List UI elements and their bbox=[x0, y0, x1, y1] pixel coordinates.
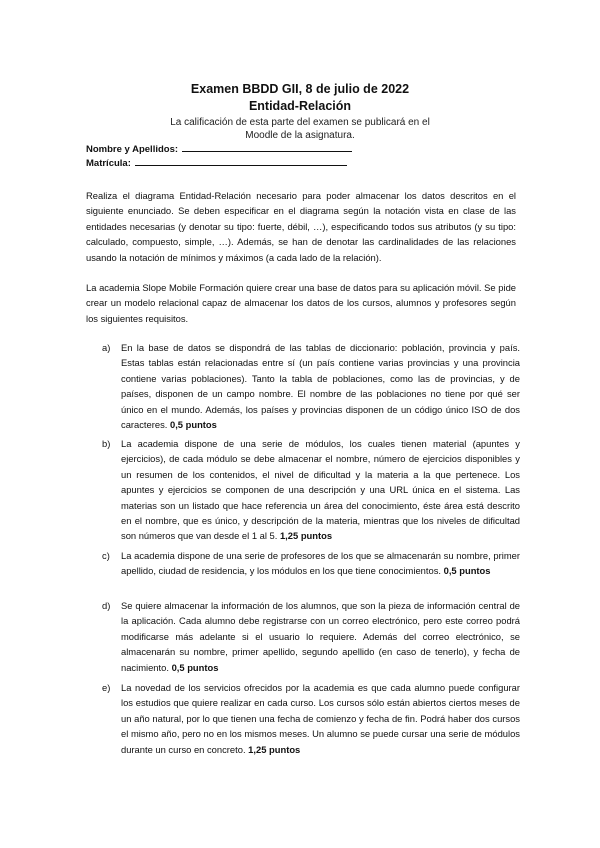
item-text bbox=[121, 548, 520, 579]
item-body: La academia dispone de una serie de profesores de los que se almacenarán su nombre, primer apellido, ciudad de residencia, y los módulos en los que tiene conocimientos. bbox=[121, 550, 520, 577]
exam-subtitle: Entidad-Relación bbox=[248, 99, 352, 113]
item-body: En la base de datos se dispondrá de las tablas de diccionario: población, provincia y país. Estas tablas están relacionadas entre sí (un país contiene varias provincias y una provincia contiene varias poblaciones). Tanto la tabla de poblaciones, como las de provincias, y de países, disponen de un campo nombre. El nombre de las poblaciones no tiene por qué ser único en el mundo. Además, los países y provincias disponen de un código único ISO de dos caracteres. bbox=[121, 342, 520, 431]
id-field bbox=[86, 156, 347, 169]
item-marker: b) bbox=[102, 438, 111, 449]
grading-note bbox=[160, 116, 440, 142]
name-label: Nombre y Apellidos: bbox=[86, 144, 179, 155]
grading-note-line2: Moodle de la asignatura. bbox=[245, 130, 355, 141]
item-points: 1,25 puntos bbox=[279, 530, 333, 542]
exam-title: Examen BBDD GII, 8 de julio de 2022 bbox=[190, 82, 410, 96]
item-points: 0,5 puntos bbox=[171, 661, 219, 673]
item-points: 0,5 puntos bbox=[169, 419, 217, 431]
item-text bbox=[121, 680, 520, 757]
item-body: La academia dispone de una serie de módulos, los cuales tienen material (apuntes y ejercicios), de cada módulo se debe almacenar el nombre, número de ejercicios disponibles y un resumen de los contenidos, el nivel de dificultad y la materia a la que pertenece. Los apuntes y ejercicios se componen de una descripción y una URL única en el sistema. Las materias son un listado que hace referencia un área del conocimiento, éste área está descrito en el nombre, que es único, y descripción de la materia, mientras que los niveles de dificultad son números que van desde el 1 al 5. bbox=[121, 438, 520, 542]
item-body: Se quiere almacenar la información de los alumnos, que son la pieza de información central de la aplicación. Cada alumno debe registrarse con un correo electrónico, pero este correo podrá modificarse más adelante si el usuario lo requiere. Además del correo electrónico, se almacenarán su nombre, primer apellido, segundo apellido (en caso de tenerlo), y fecha de nacimiento. bbox=[121, 600, 520, 673]
name-field bbox=[86, 142, 352, 155]
instructions-paragraph: Realiza el diagrama Entidad-Relación necesario para poder almacenar los datos descritos en el siguiente enunciado. Se deben especificar en el diagrama según la notación vista en clase de las entidades necesarias (y denotar su tipo: fuerte, débil, …), especificando todos sus atributos (y su tipo: calculado, compuesto, simple, …). Además, se han de denotar las cardinalidades de las relaciones usando la notación de mínimos y máximos (a cada lado de la relación). bbox=[86, 190, 516, 263]
name-underline[interactable] bbox=[182, 142, 352, 152]
item-points: 1,25 puntos bbox=[248, 743, 301, 755]
item-body: La novedad de los servicios ofrecidos por la academia es que cada alumno puede configurar los estudios que quiere realizar en cada curso. Los cursos sólo están abiertos ciertos meses de un año natural, por lo que tienen una fecha de comienzo y fecha de fin. Podrá haber dos cursos el mismo año, pero no en los mismos meses. Un alumno se puede cursar una serie de módulos durante un curso en concreto. bbox=[121, 682, 520, 755]
id-underline[interactable] bbox=[135, 156, 347, 166]
id-label: Matrícula: bbox=[86, 158, 131, 169]
item-marker: e) bbox=[102, 682, 111, 693]
grading-note-line1: La calificación de esta parte del examen se publicará en el bbox=[170, 117, 430, 128]
item-marker: d) bbox=[102, 600, 111, 611]
item-text bbox=[121, 436, 520, 544]
item-points: 0,5 puntos bbox=[443, 565, 491, 577]
item-text bbox=[121, 598, 520, 675]
item-text bbox=[121, 340, 520, 432]
item-marker: a) bbox=[102, 342, 111, 353]
context-paragraph: La academia Slope Mobile Formación quiere crear una base de datos para su aplicación móvil. Se pide crear un modelo relacional capaz de almacenar los datos de los cursos, alumnos y profesores según los siguientes requisitos. bbox=[86, 282, 516, 324]
item-marker: c) bbox=[102, 550, 110, 561]
